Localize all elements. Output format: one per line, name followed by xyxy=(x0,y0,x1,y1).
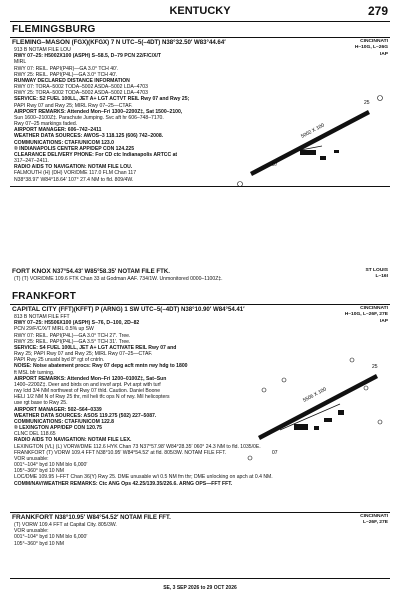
text-line: Rwy 25; PAPI Rwy 07 and Rwy 25; MIRL Rwy 07–25—CTAF. xyxy=(14,351,153,358)
text-line: FALMOUTH (H) (DH) VOR/DME 117.0 FLM Chan 117 xyxy=(14,170,137,177)
text-line: ® LEXINGTON APP/DEP CON 120.75 xyxy=(14,425,103,432)
text-line: SERVICE: S4 FUEL 100LL, JET A+ LGT ACTIVATE REIL Rwy 07 and xyxy=(14,344,177,351)
tree-symbol xyxy=(248,456,252,460)
text-line: HELI 1/2 NM N of Rwy 25 thr, mil heli tfc ops N of rwy. Mil helicopters xyxy=(14,394,170,401)
region-iap: IAP xyxy=(379,318,388,324)
city-rule xyxy=(10,37,390,38)
apron xyxy=(294,424,308,430)
text-line: FRANKFORT (T) VORW 109.4 FFT N38°10.95′ W84°54.52′ at fld. 805/3W. NOTAM FILE FFT. xyxy=(14,449,227,456)
text-line: MIRL xyxy=(14,59,27,66)
section-rule xyxy=(10,512,390,513)
navaid-name: FRANKFORT xyxy=(12,514,54,521)
text-line: RADIO AIDS TO NAVIGATION: NOTAM FILE LOU. xyxy=(14,164,133,171)
text-line: Rwy 07–25 markings faded. xyxy=(14,121,78,128)
building xyxy=(324,418,332,422)
tree-symbol xyxy=(378,96,383,101)
runway-number-07: 07 xyxy=(272,162,278,168)
text-line: WEATHER DATA SOURCES: AWOS–3 118.125 (606) 742–2008. xyxy=(14,133,164,140)
text-line: ft MSL bfr turning. xyxy=(14,369,55,376)
text-line: use rgt base to Rwy 25. xyxy=(14,400,68,407)
text-line: LEXINGTON (VL) (L) VORW/DME 112.6 HYK Chan 73 N37°57.98′ W84°28.35′ 060° 24.3 NM to fld. 1035/0E. xyxy=(14,443,261,450)
building xyxy=(320,156,326,160)
building xyxy=(338,410,344,415)
airport-title-fleming-mason xyxy=(12,39,226,46)
runway-number-25: 25 xyxy=(364,100,370,106)
text-line: 317–247–2411. xyxy=(14,158,50,165)
region-fort-knox xyxy=(365,268,388,281)
text-line: PAPI Rwy 07 and Rwy 25; MIRL Rwy 07–25—CTAF. xyxy=(14,102,133,109)
frankfort-vor-text-block xyxy=(14,522,117,547)
building xyxy=(314,426,319,430)
text-line: COMM/NAV/WEATHER REMARKS: Ctc ANG Ops 42.25/139.35/226.6. ARNG OPS—FFT FFT. xyxy=(14,480,233,487)
text-line: RWY 25: REIL. PAPI(P4L)—GA 3.0° TCH 40′. xyxy=(14,71,118,78)
apron xyxy=(300,150,316,155)
text-line: 813 B NOTAM FILE FFT xyxy=(14,314,70,320)
section-rule xyxy=(10,578,390,579)
text-line: (T) VORW 109.4 FFT at Capital City. 805/3W. xyxy=(14,522,117,528)
navaid-title-frankfort xyxy=(12,514,171,521)
effective-dates: SE, 3 SEP 2026 to 29 OCT 2026 xyxy=(163,585,237,591)
text-line: VOR unusable: xyxy=(14,455,49,462)
text-line: RWY 07: REIL. PAPI(P4L)—GA 3.0° TCH 27′. Tree. xyxy=(14,332,131,339)
region-capital-city xyxy=(345,306,388,325)
airport-name: CAPITAL CITY xyxy=(12,306,57,313)
text-line: COMMUNICATIONS: CTAF/UNICOM 122.8 xyxy=(14,418,114,425)
city-rule xyxy=(10,304,390,305)
region-center: CINCINNATI xyxy=(360,39,388,44)
airport-info: N37°54.43′ W85°58.35′ NOTAM FILE FTK. xyxy=(50,268,170,275)
region-fleming xyxy=(355,39,388,58)
text-line: VOR unusable: xyxy=(14,528,49,535)
text-line: rwy lctd 3/4 NM northwest of Rwy 07 thld. Caution. Daniel Boone xyxy=(14,388,161,395)
section-rule xyxy=(10,186,390,187)
text-line: RADIO AIDS TO NAVIGATION: NOTAM FILE LEX. xyxy=(14,437,132,444)
airport-info: (FFT)(KFFT) P (ARNG) 1 SW UTC–5(–4DT) N38°10.90′ W84°54.41′ xyxy=(56,306,245,313)
text-line: CLEARANCE DELIVERY PHONE: For CD ctc Indianapolis ARTCC at xyxy=(14,151,178,158)
text-line: 913 B NOTAM FILE LOU xyxy=(14,47,71,53)
city-heading-frankfort: FRANKFORT xyxy=(12,291,77,302)
text-line: CLNC DEL 118.65 xyxy=(14,431,56,438)
fleming-text-block xyxy=(14,47,189,183)
airport-diagram-fleming xyxy=(230,80,385,200)
taxiway xyxy=(280,404,340,430)
state-title: KENTUCKY xyxy=(169,5,231,17)
fort-knox-text-block xyxy=(14,276,223,282)
page-number: 279 xyxy=(367,4,388,18)
city-heading-flemingsburg: FLEMINGSBURG xyxy=(12,24,96,35)
building xyxy=(334,150,339,153)
airport-title-capital-city xyxy=(12,306,245,313)
text-line: RWY 25: REIL. PAPI(P4L)—GA 3.5° TCH 31′. Tree. xyxy=(14,338,131,345)
text-line: 105°–360° byd 10 NM xyxy=(14,468,64,475)
text-line: NOISE: Noise abatement procs: Rwy 07 depg acft mntn rwy hdg to 1800 xyxy=(14,363,188,370)
text-line: RWY 07–25: H5506X100 (ASPH) S–76, D–100, 2D–82 xyxy=(14,320,140,327)
runway-dimensions: 5002 X 100 xyxy=(300,122,326,140)
region-frankfort-vor xyxy=(360,514,388,527)
airport-diagram-capital-city xyxy=(240,330,390,480)
tree-symbol xyxy=(350,358,354,362)
region-center: CINCINNATI xyxy=(360,514,388,519)
runway xyxy=(250,110,370,176)
text-line: AIRPORT REMARKS: Attended Mon–Fri 1300–2200Z‡, Sat 1500–2100, xyxy=(14,108,183,115)
airport-info: (FGX)(KFGX) 7 N UTC–5(–4DT) N38°32.50′ W83°44.64′ xyxy=(69,39,226,46)
capital-city-text-block xyxy=(14,314,273,487)
runway xyxy=(258,374,378,440)
region-center: CINCINNATI xyxy=(360,306,388,311)
text-line: 001°–104° byd 10 NM blo 6,000′ xyxy=(14,462,88,469)
runway-dimensions: 5506 X 100 xyxy=(302,386,328,404)
tree-symbol xyxy=(262,388,266,392)
text-line: PCN 29/F/C/X/T MIRL 0.5% up SW xyxy=(14,326,94,333)
text-line: 001°–104° byd 10 NM blo 6,000′ xyxy=(14,534,88,541)
tree-symbol xyxy=(282,378,286,382)
header-rule xyxy=(10,21,390,22)
airport-name: FORT KNOX xyxy=(12,268,51,275)
region-charts: L–26F, 27E xyxy=(362,520,388,526)
airport-name: FLEMING–MASON xyxy=(12,39,70,46)
runway-number-07: 07 xyxy=(272,450,278,456)
navaid-info: N38°10.95′ W84°54.52′ NOTAM FILE FFT. xyxy=(53,514,171,521)
text-line: RWY 25: TORA–5002 TODA–5002 ASDA–5002 LDA–4703 xyxy=(14,90,148,97)
text-line: AIRPORT MANAGER: 502–564–0339 xyxy=(14,406,102,413)
text-line: AIRPORT MANAGER: 606–742–2411 xyxy=(14,127,102,134)
airport-title-fort-knox xyxy=(12,268,170,275)
text-line: 105°–360° byd 10 NM xyxy=(14,540,64,547)
region-charts: H–10G, L–26F, 27E xyxy=(344,312,388,318)
page-header xyxy=(12,3,388,21)
text-line: RWY 07–25: H5002X100 (ASPH) S–58.5, D–79 PCN 22/F/C/X/T xyxy=(14,53,162,60)
tree-symbol xyxy=(364,386,368,390)
region-iap: IAP xyxy=(379,51,388,57)
text-line: Sun 1600–2100Z‡. Parachute Jumping. Svc aft hr 606–748–7170. xyxy=(14,114,164,121)
text-line: 1400–2200Z‡. Deer and birds on and invof arpt. Pvt arpt with turf xyxy=(14,381,161,388)
text-line: SERVICE: S2 FUEL 100LL, JET A+ LGT ACTVT REIL Rwy 07 and Rwy 25; xyxy=(14,96,190,103)
text-line: N38°38.97′ W84°18.64′ 107° 27.4 NM to fld. 809/4W. xyxy=(14,176,134,183)
text-line: PAPI Rwy 25 unusbl byd 8° rgt of cntrln. xyxy=(14,357,105,364)
text-line: RWY 07: TORA–5002 TODA–5002 ASDA–5002 LDA–4703 xyxy=(14,84,148,91)
text-line: RUNWAY DECLARED DISTANCE INFORMATION xyxy=(14,77,130,84)
text-line: AIRPORT REMARKS: Attended Mon–Fri 1200–0100Z‡, Sat–Sun xyxy=(14,375,167,382)
text-line: RWY 07: REIL. PAPI(P4R)—GA 3.0° TCH 40′. xyxy=(14,65,119,72)
text-line: (T) (T) VOR/DME 109.6 FTK Chan 33 at Godman AAF. 734/1W. Unmonitored 0000–1100Z‡. xyxy=(14,276,223,282)
text-line: COMMUNICATIONS: CTAF/UNICOM 123.0 xyxy=(14,139,114,146)
text-line: WEATHER DATA SOURCES: ASOS 119.275 (502) 227–5087. xyxy=(14,412,157,419)
text-line: ® INDIANAPOLIS CENTER APP/DEP CON 124.225 xyxy=(14,145,135,152)
region-center: ST LOUIS xyxy=(365,268,388,273)
tree-symbol xyxy=(378,420,382,424)
runway-number-25: 25 xyxy=(372,364,378,370)
region-charts: L–16I xyxy=(375,274,388,280)
text-line: LOC/DME 109.95 I–FFT Chan 36(Y) Rwy 25. DME unusable w/i 0.5 NM fm thr; DME unlocking on apch at 0.4 NM. xyxy=(14,474,273,481)
region-charts: H–10G, L–26G xyxy=(354,45,388,51)
